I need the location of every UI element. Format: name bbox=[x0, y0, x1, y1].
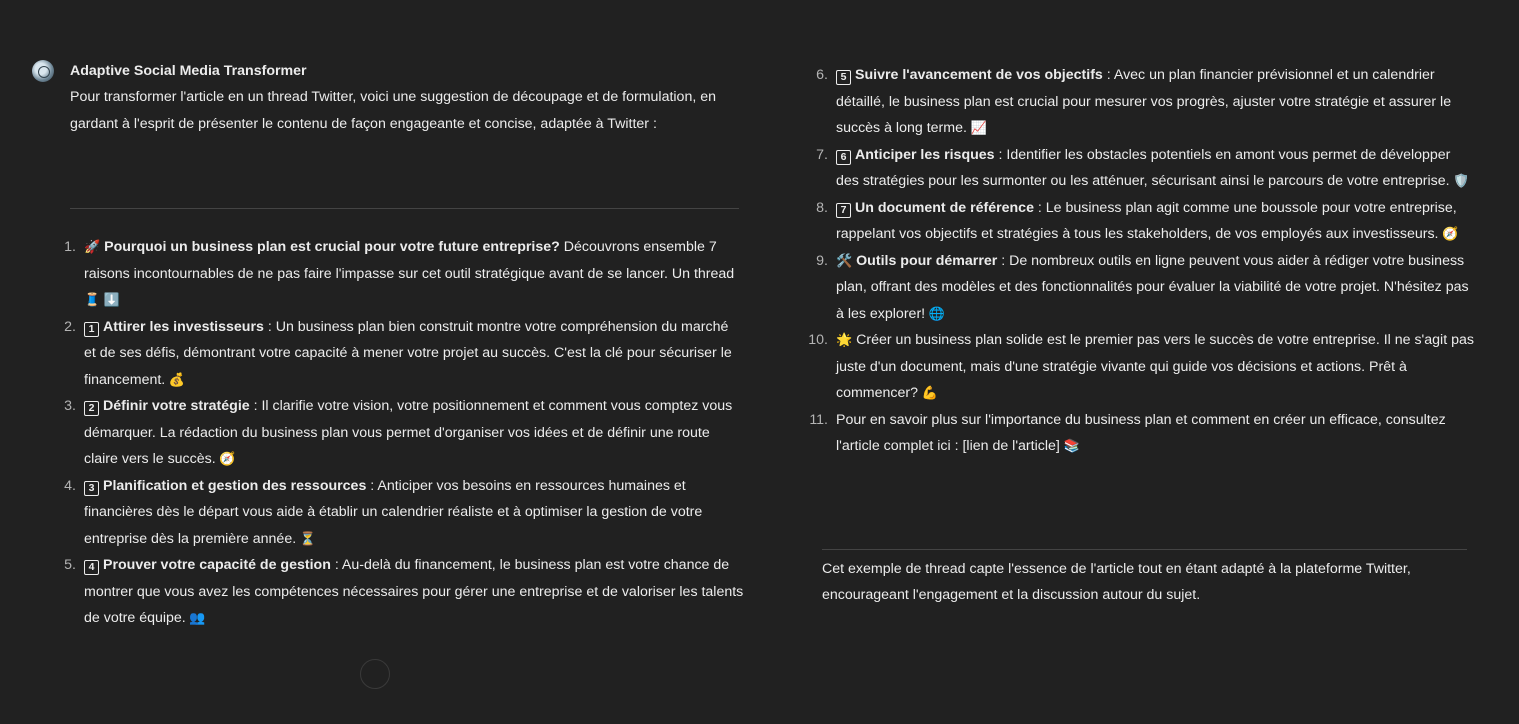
trailing-emoji-icon: 💪 bbox=[918, 385, 938, 400]
list-item-number: 11. bbox=[809, 411, 828, 428]
list-item-title: Pourquoi un business plan est crucial pour votre future entreprise? bbox=[104, 239, 560, 255]
scroll-down-button[interactable] bbox=[360, 659, 390, 689]
assistant-message-header bbox=[32, 58, 744, 137]
list-item-number: 4. bbox=[64, 477, 76, 494]
list-item-text bbox=[84, 314, 744, 394]
trailing-emoji-icon: 🧭 bbox=[215, 451, 236, 466]
keycap-number-icon: 7 bbox=[836, 203, 851, 218]
list-item-text bbox=[84, 393, 744, 473]
list-item-text bbox=[836, 248, 1474, 328]
keycap-number-icon: 4 bbox=[84, 560, 99, 575]
list-item bbox=[794, 195, 1474, 248]
list-item bbox=[794, 142, 1474, 195]
list-item-body: Un business plan bien construit montre votre compréhension du marché et de ses défis, démontrant votre capacité à mener votre projet au succès. C'est la clé pour sécuriser le financement. bbox=[84, 318, 732, 388]
keycap-number-icon: 3 bbox=[84, 481, 99, 496]
list-item bbox=[32, 393, 744, 473]
intro-paragraph: Pour transformer l'article en un thread Twitter, voici une suggestion de découpage et de formulation, en gardant à l'esprit de présenter le contenu de façon engageante et concise, adaptée à Twitter : bbox=[70, 89, 716, 132]
item-emoji-icon: 🛠️ bbox=[836, 252, 853, 268]
list-item-body: Créer un business plan solide est le premier pas vers le succès de votre entreprise. Il ne s'agit pas juste d'un document, mais d'une stratégie vivante qui guide vos décisions et actions. Prêt à commencer? bbox=[836, 332, 1474, 401]
keycap-number-icon: 1 bbox=[84, 322, 99, 337]
item-emoji-icon: 🌟 bbox=[836, 332, 853, 347]
list-item-text bbox=[836, 62, 1474, 142]
list-item-title: Attirer les investisseurs bbox=[103, 318, 264, 335]
list-item-title: Anticiper les risques bbox=[855, 146, 995, 163]
assistant-name: Adaptive Social Media Transformer bbox=[70, 63, 307, 79]
list-item-text bbox=[84, 552, 744, 632]
separator: : bbox=[997, 252, 1010, 269]
conclusion-paragraph: Cet exemple de thread capte l'essence de l'article tout en étant adapté à la plateforme Twitter, encourageant l'engagement et la discussion autour du sujet. bbox=[822, 560, 1411, 603]
list-item bbox=[794, 407, 1474, 460]
list-item-title: Suivre l'avancement de vos objectifs bbox=[855, 67, 1103, 83]
separator: : bbox=[1102, 67, 1114, 83]
separator: : bbox=[994, 146, 1007, 163]
list-item-body: Au-delà du financement, le business plan est votre chance de montrer que vous avez les compétences nécessaires pour gérer une entreprise et de valoriser les talents de votre équipe. bbox=[84, 557, 744, 626]
list-item-number: 2. bbox=[64, 318, 76, 335]
trailing-emoji-icon: 🧭 bbox=[1438, 226, 1459, 241]
thread-list-part-2 bbox=[794, 62, 1474, 460]
separator: : bbox=[366, 477, 378, 494]
trailing-emoji-icon: 🛡️ bbox=[1449, 173, 1470, 188]
trailing-emoji-icon: ⏳ bbox=[296, 530, 316, 546]
list-item-body: Pour en savoir plus sur l'importance du business plan et comment en créer un efficace, consultez l'article complet ici : [lien de l'article] bbox=[836, 411, 1446, 454]
list-item bbox=[32, 314, 744, 394]
separator: : bbox=[263, 318, 276, 335]
keycap-number-icon: 2 bbox=[84, 401, 99, 416]
separator: : bbox=[249, 398, 262, 414]
trailing-emoji-icon: 🧵 ⬇️ bbox=[84, 292, 120, 307]
message-left-column bbox=[32, 58, 744, 632]
message-right-column bbox=[794, 62, 1474, 609]
list-item-text bbox=[836, 195, 1474, 248]
list-item-text bbox=[836, 142, 1474, 195]
list-item-number: 3. bbox=[64, 398, 76, 414]
list-item-body: Identifier les obstacles potentiels en amont vous permet de développer des stratégies pour les surmonter ou les atténuer, sécurisant ainsi le parcours de votre entreprise. bbox=[836, 146, 1451, 189]
list-item bbox=[794, 62, 1474, 142]
separator: : bbox=[1033, 199, 1046, 216]
list-item-title: Planification et gestion des ressources bbox=[103, 477, 367, 494]
list-item bbox=[32, 234, 744, 314]
trailing-emoji-icon: 👥 bbox=[185, 610, 206, 625]
thread-list-part-1 bbox=[32, 234, 744, 632]
separator: : bbox=[330, 557, 342, 573]
list-item-number: 5. bbox=[64, 557, 76, 573]
list-item-text bbox=[84, 234, 744, 314]
divider-bottom bbox=[822, 549, 1467, 550]
trailing-emoji-icon: 🌐 bbox=[925, 305, 945, 321]
list-item-body: Anticiper vos besoins en ressources humaines et financières dès le départ vous aide à établir un calendrier réaliste et à optimiser la gestion de votre entreprise dès la première année. bbox=[84, 477, 703, 547]
list-item-body: Il clarifie votre vision, votre positionnement et comment vous comptez vous démarquer. La rédaction du business plan vous permet d'organiser vos idées et de définir une route claire vers le succès. bbox=[84, 398, 733, 467]
list-item-body: De nombreux outils en ligne peuvent vous aider à rédiger votre business plan, offrant des modèles et des fonctionnalités pour évaluer la viabilité de votre projet. N'hésitez pas à les explorer! bbox=[836, 252, 1469, 322]
trailing-emoji-icon: 📚 bbox=[1059, 438, 1080, 453]
keycap-number-icon: 5 bbox=[836, 70, 851, 85]
list-item-body: Découvrons ensemble 7 raisons incontournables de ne pas faire l'impasse sur cet outil stratégique avant de se lancer. Un thread bbox=[84, 239, 735, 282]
list-item-number: 8. bbox=[816, 199, 828, 216]
trailing-emoji-icon: 💰 bbox=[165, 371, 186, 387]
trailing-emoji-icon: 📈 bbox=[966, 120, 987, 135]
list-item-body: Le business plan agit comme une boussole pour votre entreprise, rappelant vos objectifs et stratégies à tous les stakeholders, de vos employés aux investisseurs. bbox=[836, 199, 1457, 242]
list-item-title: Un document de référence bbox=[855, 199, 1034, 216]
gpt-avatar-icon bbox=[32, 60, 54, 82]
list-item bbox=[794, 327, 1474, 407]
list-item-number: 7. bbox=[816, 146, 828, 163]
divider-top bbox=[70, 208, 739, 209]
keycap-number-icon: 6 bbox=[836, 150, 851, 165]
list-item-title: Prouver votre capacité de gestion bbox=[103, 557, 331, 573]
list-item-number: 6. bbox=[816, 67, 828, 83]
item-emoji-icon: 🚀 bbox=[84, 239, 101, 254]
list-item-text bbox=[836, 327, 1474, 407]
list-item-title: Définir votre stratégie bbox=[103, 398, 250, 414]
list-item-number: 1. bbox=[64, 239, 76, 255]
list-item-text bbox=[84, 473, 744, 553]
list-item-number: 10. bbox=[808, 332, 828, 348]
list-item bbox=[32, 552, 744, 632]
list-item-text bbox=[836, 407, 1474, 460]
list-item bbox=[32, 473, 744, 553]
list-item-title: Outils pour démarrer bbox=[856, 252, 998, 269]
list-item-body: Avec un plan financier prévisionnel et un calendrier détaillé, le business plan est crucial pour mesurer vos progrès, ajuster votre stratégie et assurer le succès à long terme. bbox=[836, 67, 1452, 136]
list-item bbox=[794, 248, 1474, 328]
list-item-number: 9. bbox=[816, 252, 828, 269]
